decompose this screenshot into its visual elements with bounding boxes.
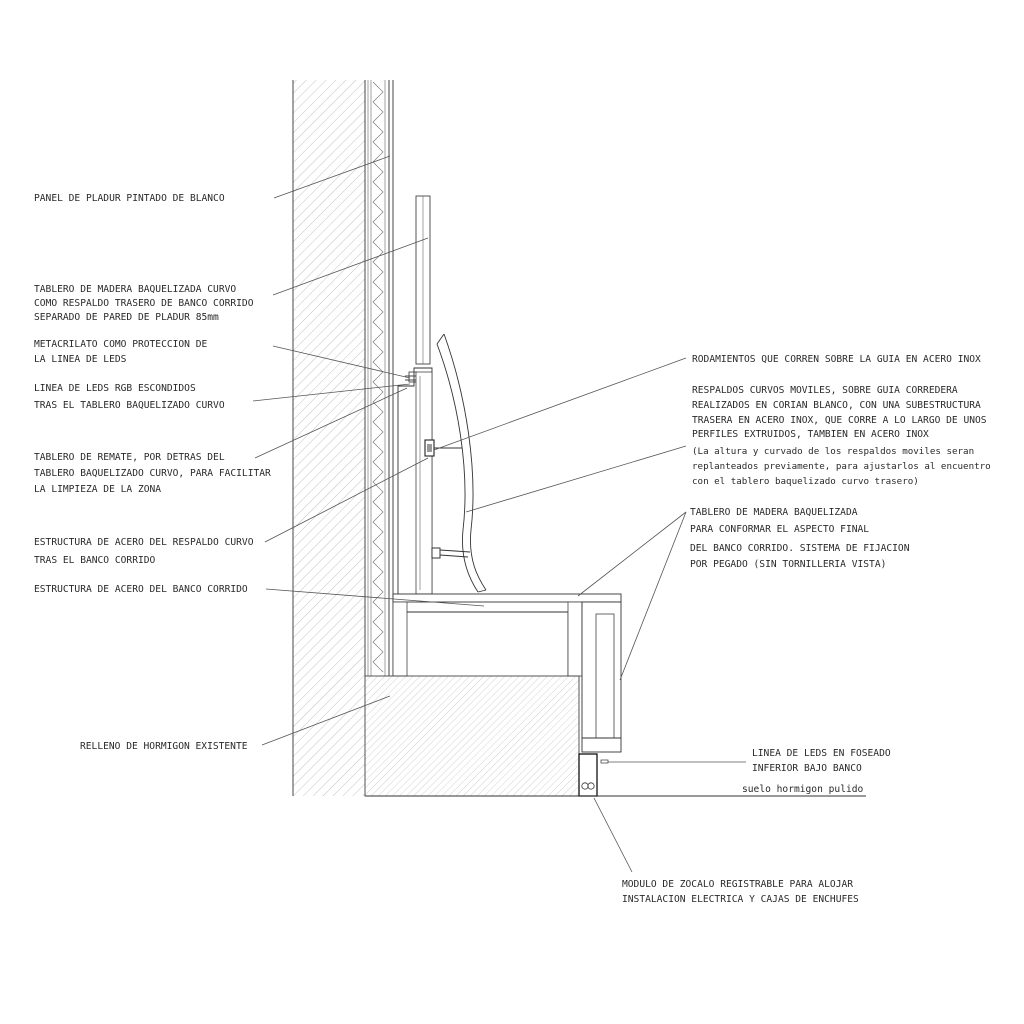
label-leds-rgb-1: LINEA DE LEDS RGB ESCONDIDOS bbox=[34, 383, 196, 394]
label-estructura-respaldo-1: ESTRUCTURA DE ACERO DEL RESPALDO CURVO bbox=[34, 537, 254, 548]
label-metacrilato-1: METACRILATO COMO PROTECCION DE bbox=[34, 339, 208, 350]
label-tablero-remate-3: LA LIMPIEZA DE LA ZONA bbox=[34, 484, 162, 495]
concrete-fill-block bbox=[365, 676, 579, 796]
label-respaldos-moviles-1: RESPALDOS CURVOS MOVILES, SOBRE GUIA CORREDERA bbox=[692, 385, 958, 396]
label-tablero-remate-1: TABLERO DE REMATE, POR DETRAS DEL bbox=[34, 452, 225, 463]
label-tablero-curvo-1: TABLERO DE MADERA BAQUELIZADA CURVO bbox=[34, 284, 237, 295]
label-leds-rgb-2: TRAS EL TABLERO BAQUELIZADO CURVO bbox=[34, 400, 225, 411]
skirting-module bbox=[579, 754, 608, 796]
pladur-panel-layers bbox=[368, 80, 393, 676]
label-respaldos-moviles-2: REALIZADOS EN CORIAN BLANCO, CON UNA SUBESTRUCTURA bbox=[692, 400, 981, 411]
label-nota-altura-3: con el tablero baquelizado curvo trasero) bbox=[692, 476, 919, 487]
label-rodamientos: RODAMIENTOS QUE CORREN SOBRE LA GUIA EN ACERO INOX bbox=[692, 354, 981, 365]
label-leds-foseado-1: LINEA DE LEDS EN FOSEADO bbox=[752, 748, 891, 759]
label-panel-pladur: PANEL DE PLADUR PINTADO DE BLANCO bbox=[34, 193, 225, 204]
label-tablero-final-2: PARA CONFORMAR EL ASPECTO FINAL bbox=[690, 524, 870, 535]
annotations bbox=[34, 193, 991, 905]
label-estructura-respaldo-2: TRAS EL BANCO CORRIDO bbox=[34, 555, 156, 566]
label-tablero-curvo-3: SEPARADO DE PARED DE PLADUR 85mm bbox=[34, 312, 219, 323]
backrest-steel-frame bbox=[398, 368, 470, 598]
label-respaldos-moviles-4: PERFILES EXTRUIDOS, TAMBIEN EN ACERO INOX bbox=[692, 429, 929, 440]
label-leds-foseado-2: INFERIOR BAJO BANCO bbox=[752, 763, 862, 774]
label-metacrilato-2: LA LINEA DE LEDS bbox=[34, 354, 127, 365]
curved-moving-backrest bbox=[434, 334, 486, 592]
label-respaldos-moviles-3: TRASERA EN ACERO INOX, QUE CORRE A LO LARGO DE UNOS bbox=[692, 415, 987, 426]
label-tablero-curvo-2: COMO RESPALDO TRASERO DE BANCO CORRIDO bbox=[34, 298, 254, 309]
label-zocalo-1: MODULO DE ZOCALO REGISTRABLE PARA ALOJAR bbox=[622, 879, 854, 890]
label-zocalo-2: INSTALACION ELECTRICA Y CAJAS DE ENCHUFES bbox=[622, 894, 859, 905]
label-tablero-final-4: POR PEGADO (SIN TORNILLERIA VISTA) bbox=[690, 559, 887, 570]
label-nota-altura-1: (La altura y curvado de los respaldos moviles seran bbox=[692, 446, 975, 457]
label-suelo: suelo hormigon pulido bbox=[742, 784, 864, 795]
label-estructura-banco: ESTRUCTURA DE ACERO DEL BANCO CORRIDO bbox=[34, 584, 248, 595]
label-relleno: RELLENO DE HORMIGON EXISTENTE bbox=[80, 741, 248, 752]
label-tablero-remate-2: TABLERO BAQUELIZADO CURVO, PARA FACILITAR bbox=[34, 468, 271, 479]
label-tablero-final-3: DEL BANCO CORRIDO. SISTEMA DE FIJACION bbox=[690, 543, 910, 554]
label-nota-altura-2: replanteados previamente, para ajustarlos al encuentro bbox=[692, 461, 991, 472]
bakelite-back-panel bbox=[416, 196, 430, 364]
label-tablero-final-1: TABLERO DE MADERA BAQUELIZADA bbox=[690, 507, 858, 518]
